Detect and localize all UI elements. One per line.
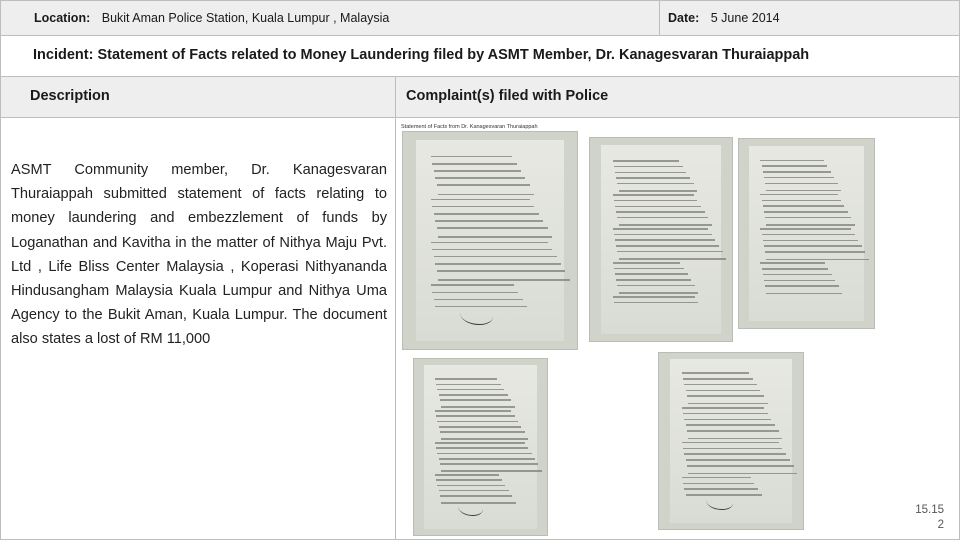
document-text-line	[441, 438, 528, 440]
document-text-line	[619, 190, 698, 192]
document-text-line	[762, 268, 829, 270]
document-text-line	[682, 407, 764, 409]
document-text-line	[437, 421, 518, 423]
document-page	[601, 145, 722, 334]
document-text-line	[438, 194, 534, 196]
document-text-line	[617, 285, 694, 287]
document-text-line	[617, 217, 708, 219]
document-text-line	[437, 453, 531, 455]
signature-mark	[458, 499, 483, 515]
document-text-line	[764, 211, 848, 213]
date-label: Date:	[668, 11, 700, 25]
document-text-line	[682, 442, 779, 444]
document-text-line	[617, 251, 722, 253]
document-text-line	[437, 270, 566, 272]
document-text-line	[762, 234, 855, 236]
document-text-line	[435, 263, 561, 265]
document-text-line	[438, 236, 552, 238]
description-text: ASMT Community member, Dr. Kanagesvaran Thuraiappah submitted statement of facts relating to money laundering and embezzlement of funds by Loganathan and Kavitha in the matter of Nithya Maju Pvt. Ltd , Life Bliss Center Malaysia , Koperasi Nithyananda Hindusangham Malaysia Kuala Lumpur and Nithya Uma Agency to the Bukit Aman, Kuala Lumpur. The document also states a lost of RM 11,000	[11, 162, 387, 348]
document-text-line	[432, 249, 552, 251]
document-text-line	[435, 474, 498, 476]
document-text-line	[762, 165, 828, 167]
document-text-line	[760, 194, 837, 196]
document-text-line	[683, 413, 768, 415]
document-text-line	[440, 399, 511, 401]
document-text-line	[619, 224, 712, 226]
document-text-line	[437, 485, 505, 487]
document-text-line	[765, 183, 837, 185]
page-number	[915, 503, 944, 533]
document-text-line	[617, 183, 693, 185]
document-text-line	[431, 242, 548, 244]
document-text-line	[686, 390, 761, 392]
document-text-line	[683, 448, 782, 450]
statement-of-facts-page-2-photo	[738, 138, 875, 329]
signature-mark	[706, 493, 733, 509]
document-text-line	[437, 389, 504, 391]
document-page	[749, 146, 864, 322]
document-text-line	[615, 206, 701, 208]
document-text-line	[687, 395, 764, 397]
complaints-header-cell	[395, 76, 960, 118]
document-text-line	[760, 262, 824, 264]
document-text-line	[435, 378, 497, 380]
document-text-line	[765, 217, 851, 219]
description-header: Description	[30, 88, 110, 104]
document-text-line	[432, 206, 534, 208]
document-text-line	[431, 284, 514, 286]
document-text-line	[440, 463, 539, 465]
statement-of-facts-page-3-photo	[413, 358, 548, 536]
document-text-line	[766, 190, 841, 192]
document-text-line	[614, 268, 684, 270]
date-cell	[659, 0, 960, 36]
document-text-line	[431, 156, 512, 158]
document-text-line	[682, 372, 749, 374]
document-text-line	[439, 490, 509, 492]
document-text-line	[436, 384, 501, 386]
location-label: Location:	[34, 11, 91, 25]
document-text-line	[766, 224, 855, 226]
document-text-line	[439, 394, 508, 396]
document-text-line	[441, 470, 542, 472]
document-text-line	[683, 483, 754, 485]
location-value: Bukit Aman Police Station, Kuala Lumpur , Malaysia	[101, 11, 390, 25]
document-text-line	[765, 285, 839, 287]
document-page	[424, 365, 537, 529]
document-text-line	[686, 424, 776, 426]
document-text-line	[434, 299, 523, 301]
document-text-line	[437, 227, 548, 229]
document-text-line	[436, 479, 502, 481]
document-text-line	[764, 280, 835, 282]
document-text-line	[432, 292, 518, 294]
document-text-line	[762, 200, 841, 202]
incident-cell	[0, 35, 960, 77]
document-text-line	[432, 163, 516, 165]
document-text-line	[763, 205, 845, 207]
document-text-line	[616, 279, 691, 281]
document-text-line	[614, 166, 683, 168]
date-row	[668, 11, 780, 25]
document-text-line	[431, 199, 530, 201]
document-text-line	[687, 430, 779, 432]
document-text-line	[688, 403, 768, 405]
document-text-line	[440, 495, 513, 497]
document-text-line	[688, 438, 782, 440]
document-text-line	[615, 239, 715, 241]
document-text-line	[760, 228, 851, 230]
document-text-line	[616, 211, 704, 213]
document-text-line	[434, 213, 539, 215]
location-cell	[0, 0, 660, 36]
document-text-line	[616, 245, 719, 247]
document-text-line	[613, 262, 681, 264]
document-text-line	[766, 293, 842, 295]
document-text-line	[687, 465, 794, 467]
document-text-line	[613, 228, 709, 230]
letter-of-authorisation-page-1-photo	[402, 131, 578, 350]
document-text-line	[435, 220, 543, 222]
document-text-line	[614, 200, 697, 202]
document-text-line	[766, 259, 868, 261]
letter-of-authorisation-page-2-photo	[658, 352, 804, 530]
description-header-cell	[0, 76, 396, 118]
document-text-line	[615, 172, 686, 174]
document-text-line	[613, 194, 694, 196]
document-text-line	[763, 240, 859, 242]
document-text-line	[765, 251, 865, 253]
incident-title: Incident: Statement of Facts related to Money Laundering filed by ASMT Member, Dr. Kanagesvaran Thuraiappah	[33, 47, 810, 63]
document-text-line	[434, 170, 521, 172]
signature-mark	[460, 305, 493, 325]
document-text-line	[436, 447, 528, 449]
documents-caption: Statement of Facts from Dr. Kanagesvaran Thuraiappah	[401, 124, 538, 130]
document-text-line	[684, 419, 771, 421]
document-text-line	[439, 458, 535, 460]
document-text-line	[686, 459, 790, 461]
location-row	[34, 11, 389, 25]
document-text-line	[684, 453, 786, 455]
page-number-line-1: 15.15	[915, 504, 944, 516]
document-text-line	[764, 245, 862, 247]
document-text-line	[684, 488, 758, 490]
complaints-cell	[395, 117, 960, 540]
document-text-line	[619, 292, 699, 294]
document-text-line	[682, 477, 751, 479]
document-text-line	[619, 258, 727, 260]
document-text-line	[763, 171, 831, 173]
document-text-line	[614, 234, 712, 236]
date-value: 5 June 2014	[710, 11, 780, 25]
document-text-line	[435, 410, 511, 412]
document-text-line	[438, 279, 570, 281]
document-text-line	[616, 177, 690, 179]
document-text-line	[434, 256, 557, 258]
document-page	[670, 359, 793, 523]
document-text-line	[688, 473, 797, 475]
document-text-line	[441, 406, 515, 408]
page-number-line-2: 2	[937, 519, 944, 531]
document-text-line	[614, 302, 699, 304]
document-text-line	[435, 442, 525, 444]
statement-of-facts-page-1-photo	[589, 137, 733, 342]
document-text-line	[683, 378, 753, 380]
description-cell	[0, 117, 396, 540]
document-text-line	[437, 184, 530, 186]
document-text-line	[615, 273, 688, 275]
document-text-line	[613, 160, 680, 162]
document-text-line	[613, 296, 695, 298]
document-text-line	[436, 415, 514, 417]
document-text-line	[684, 384, 756, 386]
document-text-line	[763, 274, 832, 276]
document-page	[416, 140, 564, 341]
document-text-line	[764, 177, 834, 179]
document-text-line	[440, 431, 525, 433]
document-text-line	[439, 426, 522, 428]
complaints-header: Complaint(s) filed with Police	[406, 88, 609, 104]
document-text-line	[435, 177, 525, 179]
document-text-line	[760, 160, 823, 162]
